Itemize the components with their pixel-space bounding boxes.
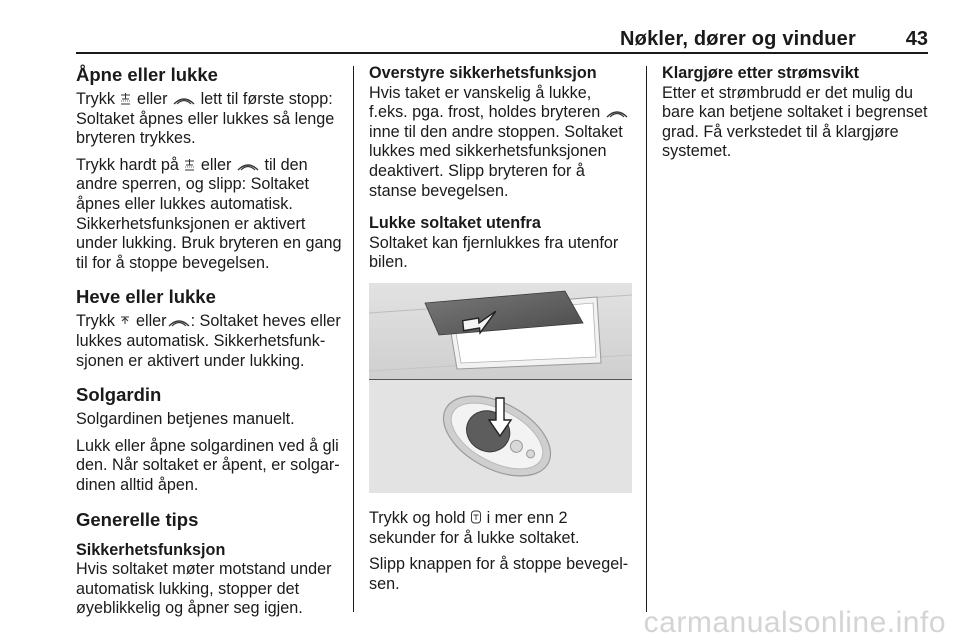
page-number: 43 — [905, 28, 928, 50]
paragraph: Solgardinen betjenes manuelt. — [76, 410, 295, 429]
heading-raise-close: Heve eller lukke — [76, 286, 216, 308]
watermark: carmanualsonline.info — [643, 606, 946, 639]
sunroof-close-icon — [236, 160, 260, 172]
page-header — [76, 28, 928, 54]
paragraph: Soltaket kan fjernlukkes fra utenfor bilen. — [369, 233, 619, 272]
key-sunroof-icon — [470, 510, 482, 525]
paragraph: Etter et strømbrudd er det mulig du bare kan betjene soltaket i begrenset grad. Få verkstedet til å klargjøre systemet. — [662, 83, 928, 161]
subheading-override: Overstyre sikkerhetsfunksjon — [369, 64, 597, 82]
roof-closing-illustration — [369, 283, 632, 379]
heading-open-close: Åpne eller lukke — [76, 64, 218, 85]
paragraph: Hvis soltaket møter motstand under automatisk lukking, stopper det øyeblikkelig og åpner seg igjen. — [76, 560, 332, 618]
paragraph: Slipp knappen for å stoppe bevegelsen. — [369, 555, 629, 593]
heading-sunshade: Solgardin — [76, 384, 162, 406]
paragraph: Hvis taket er vanskelig å lukke, f.eks. pga. frost, holdes bryteren inne til den andre stoppen. Soltaket lukkes med sikkerhetsfunksjonen deaktivert. Slipp bryteren for å stanse bevegelsen. — [369, 84, 633, 202]
column-2 — [369, 64, 633, 601]
sunroof-close-icon — [167, 316, 191, 328]
subheading-close-outside: Lukke soltaket utenfra — [369, 214, 541, 233]
paragraph: Trykk og hold i mer enn 2 sekunder for å lukke soltaket. — [369, 508, 580, 547]
paragraph: Trykk hardt på eller til den andre sperren, og slipp: Soltaket åpnes eller lukkes automatisk. Sikkerhetsfunksjonen er aktivert under lukking. Bruk bryteren en gang til for å stoppe bevegelsen. — [76, 155, 342, 272]
column-3 — [662, 64, 930, 169]
column-divider — [646, 66, 647, 612]
sunroof-tilt-icon — [119, 314, 131, 328]
paragraph: Trykk eller lett til første stopp: Soltaket åpnes eller lukkes så lenge bryteren trykkes. — [76, 90, 335, 148]
sunroof-close-icon — [605, 107, 629, 119]
paragraph: Trykk eller : Soltaket heves eller lukkes automatisk. Sikkerhetsfunksjonen er aktivert under lukking. — [76, 312, 341, 370]
sunroof-slide-icon — [183, 158, 196, 172]
sunroof-slide-icon — [119, 92, 132, 106]
heading-general-tips: Generelle tips — [76, 508, 199, 530]
header-rule — [76, 52, 928, 54]
subheading-prepare: Klargjøre etter strømsvikt — [662, 64, 860, 82]
sunroof-close-icon — [172, 94, 196, 106]
subheading-safety: Sikkerhetsfunksjon — [76, 540, 226, 559]
column-divider — [353, 66, 354, 612]
column-1 — [76, 64, 344, 626]
paragraph: Lukk eller åpne solgardinen ved å gli den. Når soltaket er åpent, er solgardinen alltid åpen. — [76, 436, 340, 494]
sunroof-illustration — [369, 283, 632, 493]
key-fob-illustration — [369, 380, 632, 493]
section-title: Nøkler, dører og vinduer — [620, 28, 856, 50]
